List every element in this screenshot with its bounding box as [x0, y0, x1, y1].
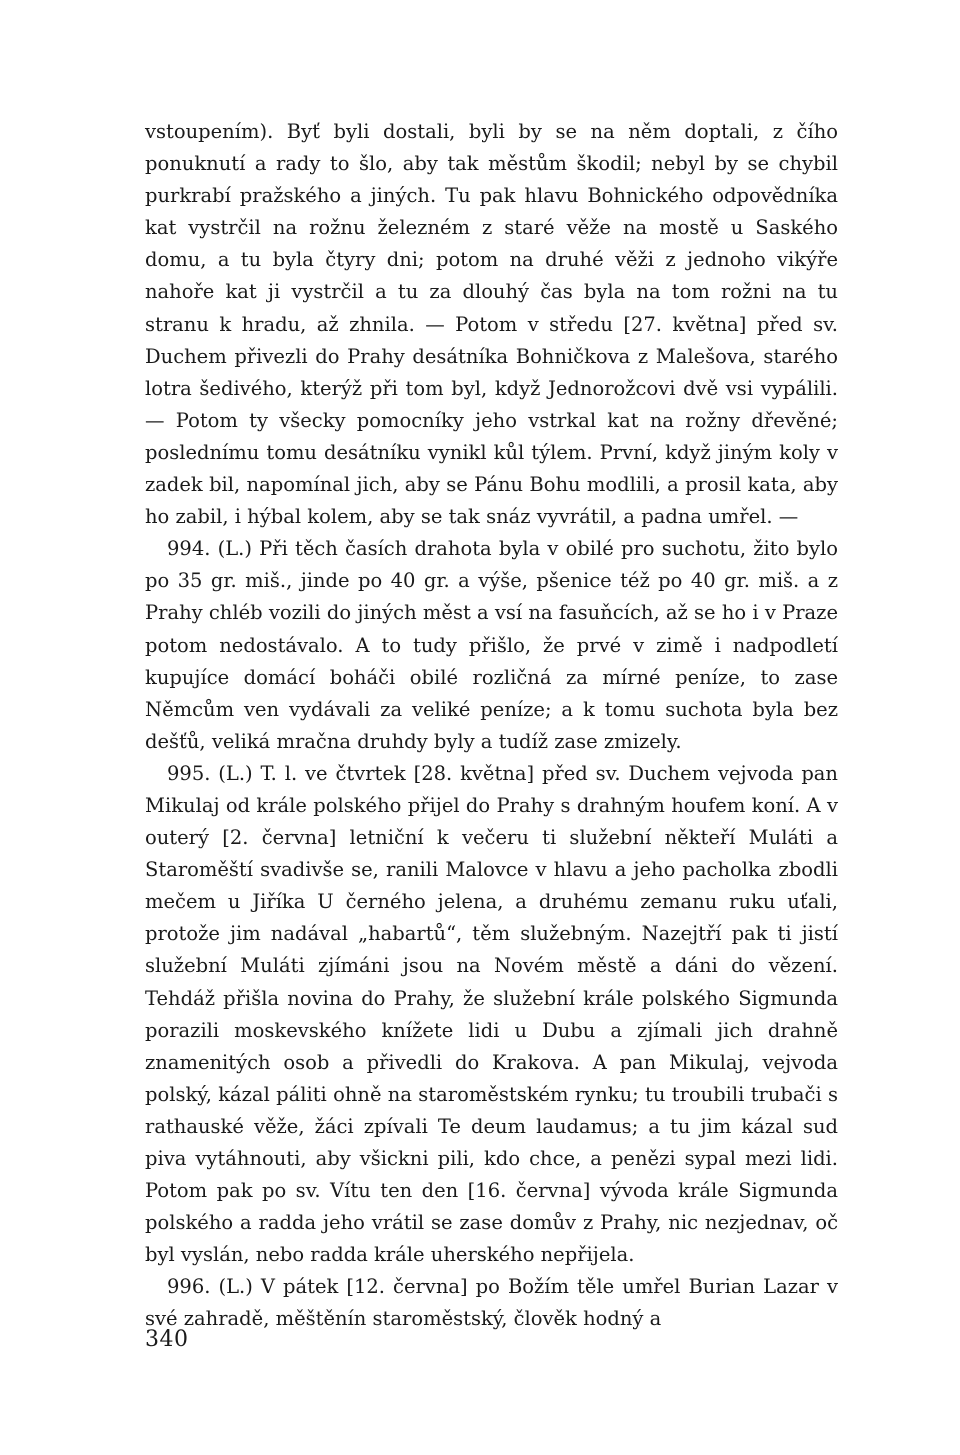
paragraph-996: 996. (L.) V pátek [12. června] po Božím těle umřel Burian Lazar v své zahradě, měštěnín staroměstský, člověk hodný a	[145, 1275, 838, 1331]
paragraph-994: 994. (L.) Při těch časích drahota byla v obilé pro suchotu, žito bylo po 35 gr. miš., jinde po 40 gr. a výše, pšenice též po 40 gr. miš. a z Prahy chléb vozili do jiných měst a vsí na fasuňcích, až se ho i v Praze potom nedostávalo. A to tudy přišlo, že prvé v zimě i nadpodletí kupujíce domácí boháči obilé rozličná za mírné peníze, to zase Němcům ven vydávali za veliké peníze; a k tomu suchota byla bez dešťů, veliká mračna druhdy byly a tudíž zase zmizely.	[145, 537, 838, 753]
paragraph-continuation: vstoupením). Byť byli dostali, byli by se na něm doptali, z čího ponuknutí a rady to šlo, aby tak městům škodil; nebyl by se chybil purkrabí pražského a jiných. Tu pak hlavu Bohnického odpovědníka kat vystrčil na rožnu železném z staré věže na mostě u Saského domu, a tu byla čtyry dni; potom na druhé věži z jednoho vikýře nahoře kat ji vystrčil a tu za dlouhý čas byla na tom rožni na tu stranu k hradu, až zhnila. — Potom v středu [27. května] před sv. Duchem přivezli do Prahy desátníka Bohničkova z Malešova, starého lotra šedivého, kterýž při tom byl, když Jednorožcovi dvě vsi vypálili. — Potom ty všecky pomocníky jeho vstrkal kat na rožny dřevěné; poslednímu tomu desátníku vynikl kůl týlem. První, když jiným koly v zadek bil, napomínal jich, aby se Pánu Bohu modlili, a prosil kata, aby ho zabil, i hýbal kolem, aby se tak snáz vyvrátil, a padna umřel. —	[145, 120, 838, 529]
page-number: 340	[145, 1327, 189, 1352]
body-text	[145, 116, 838, 1336]
paragraph-995: 995. (L.) T. l. ve čtvrtek [28. května] před sv. Duchem vejvoda pan Mikulaj od krále polského přijel do Prahy s drahným houfem koní. A v outerý [2. června] letniční k večeru ti služební někteří Muláti a Staroměští svadivše se, ranili Malovce v hlavu a jeho pacholka zbodli mečem u Jiříka U černého jelena, a druhému zemanu ruku uťali, protože jim nadával „habartů“, těm služebným. Nazejtří pak ti jistí služební Muláti zjímáni jsou na Novém městě a dáni do vězení. Tehdáž přišla novina do Prahy, že služební krále polského Sigmunda porazili moskevského knížete lidi u Dubu a zjímali jich drahně znamenitých osob a přivedli do Krakova. A pan Mikulaj, vejvoda polský, kázal páliti ohně na staroměstském rynku; tu troubili trubači s rathauské věže, žáci zpívali Te deum laudamus; a tu jim kázal sud piva vytáhnouti, aby všickni pili, kdo chce, a penězi sypal mezi lidi. Potom pak po sv. Vítu ten den [16. června] vývoda krále Sigmunda polského a radda jeho vrátil se zase domův z Prahy, nic nezjednav, oč byl vyslán, nebo radda krále uherského nepřijela.	[145, 761, 838, 1267]
